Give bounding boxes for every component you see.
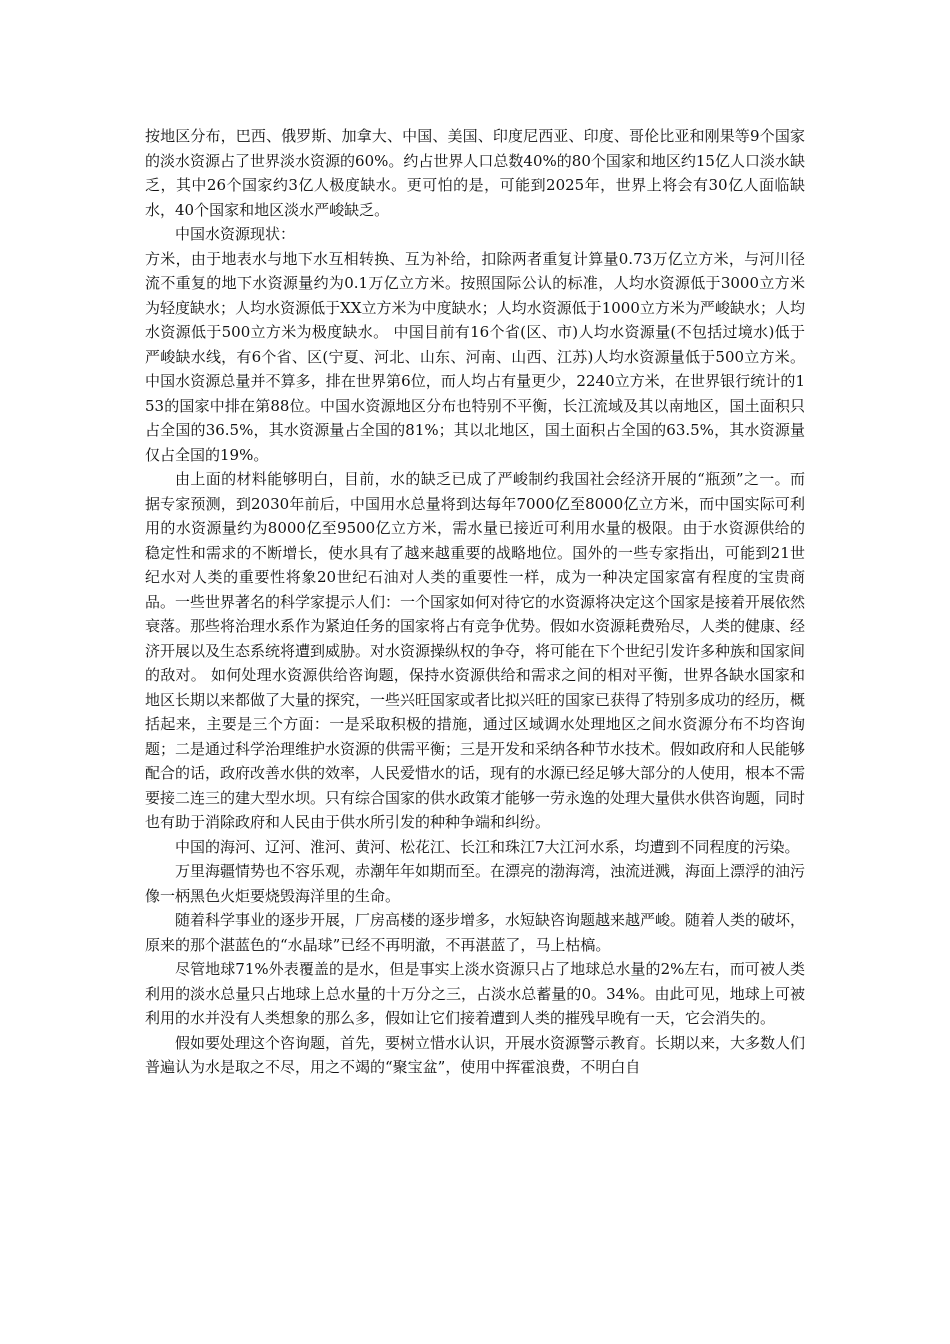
paragraph-river-pollution: 中国的海河、辽河、淮河、黄河、松花江、长江和珠江7大江河水系，均遭到不同程度的污染。 bbox=[175, 837, 800, 856]
paragraph-freshwater-share: 尽管地球71%外表覆盖的是水，但是事实上淡水资源只占了地球总水量的2%左右，而可被人类利用的淡水总量只占地球上总水量的十万分之三，占淡水总蓄量的0。34%。由此可见，地球上可被利用的水并没有人类想象的那么多，假如让它们接着遭到人类的摧残早晚有一天，它会消失的。 bbox=[145, 960, 805, 1027]
paragraph-conservation: 假如要处理这个咨询题，首先，要树立惜水认识，开展水资源警示教育。长期以来，大多数人们普遍认为水是取之不尽，用之不竭的“聚宝盆”，使用中挥霍浪费，不明白自 bbox=[145, 1033, 806, 1076]
document-page bbox=[145, 124, 805, 1080]
paragraph-china-water-statistics: 方米，由于地表水与地下水互相转换、互为补给，扣除两者重复计算量0.73万亿立方米，与河川径流不重复的地下水资源量约为0.1万亿立方米。按照国际公认的标准，人均水资源低于3000立方米为轻度缺水；人均水资源低于XX立方米为中度缺水；人均水资源低于1000立方米为严峻缺水；人均水资源低于500立方米为极度缺水。 中国目前有16个省(区、市)人均水资源量(不包括过境水)低于严峻缺水线，有6个省、区(宁夏、河北、山东、河南、山西、江苏)人均水资源量低于500立方米。中国水资源总量并不算多，排在世界第6位，而人均占有量更少，2240立方米，在世界银行统计的153的国家中排在第88位。中国水资源地区分布也特别不平衡，长江流域及其以南地区，国土面积只占全国的36.5%，其水资源量占全国的81%；其以北地区，国土面积占全国的63.5%，其水资源量仅占全国的19%。 bbox=[145, 249, 805, 464]
paragraph-water-shortage: 随着科学事业的逐步开展，厂房高楼的逐步增多，水短缺咨询题越来越严峻。随着人类的破坏，原来的那个湛蓝色的“水晶球”已经不再明澈，不再湛蓝了，马上枯槁。 bbox=[145, 911, 806, 954]
paragraph-bottleneck: 由上面的材料能够明白，目前，水的缺乏已成了严峻制约我国社会经济开展的“瓶颈”之一。而据专家预测，到2030年前后，中国用水总量将到达每年7000亿至8000亿立方米，而中国实际可利用的水资源量约为8000亿至9500亿立方米，需水量已接近可利用水量的极限。由于水资源供给的稳定性和需求的不断增长，使水具有了越来越重要的战略地位。国外的一些专家指出，可能到21世纪水对人类的重要性将象20世纪石油对人类的重要性一样，成为一种决定国家富有程度的宝贵商品。一些世界著名的科学家提示人们：一个国家如何对待它的水资源将决定这个国家是接着开展依然衰落。那些将治理水系作为紧迫任务的国家将占有竞争优势。假如水资源耗费殆尽，人类的健康、经济开展以及生态系统将遭到威胁。对水资源操纵权的争夺，将可能在下个世纪引发许多种族和国家间的敌对。 如何处理水资源供给咨询题，保持水资源供给和需求之间的相对平衡，世界各缺水国家和地区长期以来都做了大量的探究，一些兴旺国家或者比拟兴旺的国家已获得了特别多成功的经历，概括起来，主要是三个方面：一是采取积极的措施，通过区域调水处理地区之间水资源分布不均咨询题；二是通过科学治理维护水资源的供需平衡；三是开发和采纳各种节水技术。假如政府和人民能够配合的话，政府改善水供的效率，人民爱惜水的话，现有的水源已经足够大部分的人使用，根本不需要接二连三的建大型水坝。只有综合国家的供水政策才能够一劳永逸的处理大量供水供咨询题，同时也有助于消除政府和人民由于供水所引发的种种争端和纠纷。 bbox=[145, 470, 806, 831]
paragraph-ocean-situation: 万里海疆情势也不容乐观，赤潮年年如期而至。在漂亮的渤海湾，浊流迸溅，海面上漂浮的油污像一柄黑色火炬要烧毁海洋里的生命。 bbox=[145, 862, 806, 905]
paragraph-world-distribution: 按地区分布，巴西、俄罗斯、加拿大、中国、美国、印度尼西亚、印度、哥伦比亚和刚果等9个国家的淡水资源占了世界淡水资源的60%。约占世界人口总数40%的80个国家和地区约15亿人口淡水缺乏，其中26个国家约3亿人极度缺水。更可怕的是，可能到2025年，世界上将会有30亿人面临缺水，40个国家和地区淡水严峻缺乏。 bbox=[145, 127, 805, 219]
paragraph-china-status-heading: 中国水资源现状： bbox=[175, 225, 296, 243]
